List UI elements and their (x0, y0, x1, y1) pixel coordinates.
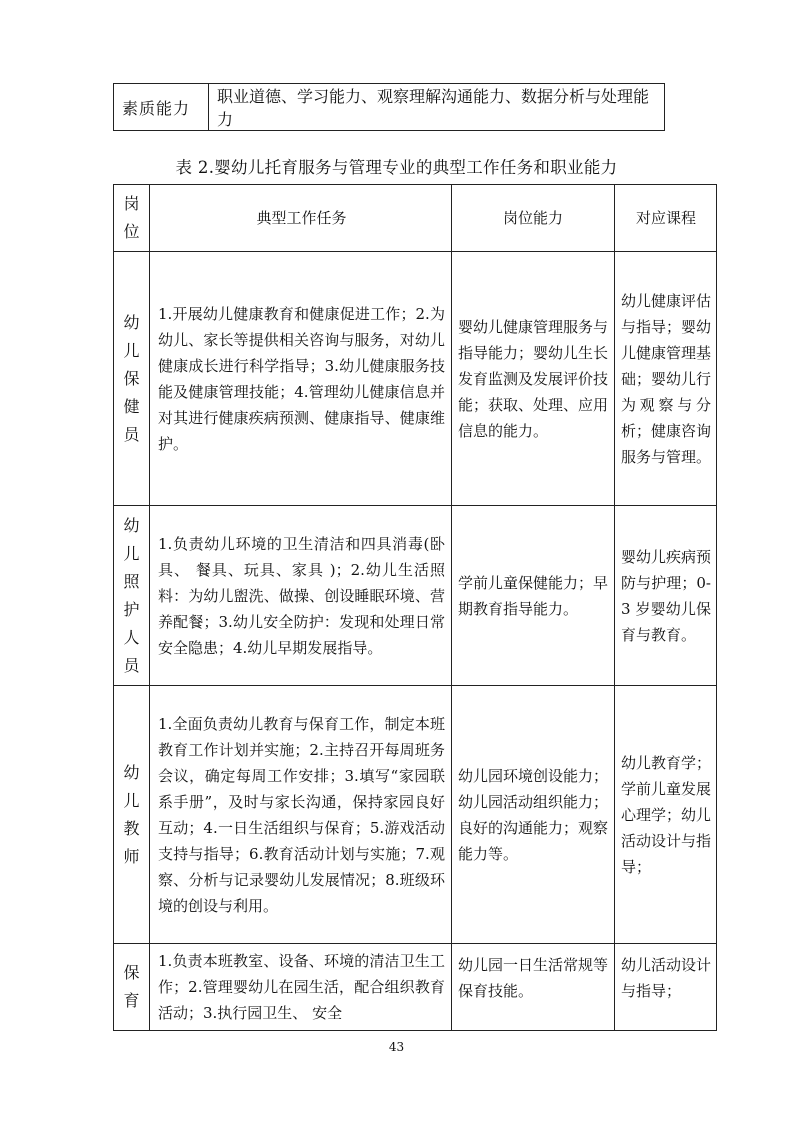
table-row (114, 252, 717, 506)
page-number: 43 (388, 1040, 405, 1054)
post-cell: 幼 儿 保 健 员 (114, 252, 150, 506)
course-cell: 幼儿教育学；学前儿童发展心理学；幼儿活动设计与指导； (615, 686, 717, 944)
qualities-label: 素质能力 (114, 84, 209, 131)
ability-cell: 幼儿园一日生活常规等保育技能。 (452, 944, 615, 1031)
table-header-row (114, 185, 717, 252)
header-post: 岗 位 (114, 185, 150, 252)
task-cell: 1.负责幼儿环境的卫生清洁和四具消毒(卧具、 餐具、玩具、家具 )；2.幼儿生活照料：为幼儿盥洗、做操、创设睡眠环境、营养配餐；3.幼儿安全防护：发现和处理日常安全隐患；4.幼儿早期发展指导。 (150, 506, 452, 686)
table-row (114, 686, 717, 944)
ability-cell: 婴幼儿健康管理服务与指导能力；婴幼儿生长发育监测及发展评价技能；获取、处理、应用信息的能力。 (452, 252, 615, 506)
table-row (114, 506, 717, 686)
task-cell: 1.负责本班教室、设备、环境的清洁卫生工作；2.管理婴幼儿在园生活，配合组织教育活动；3.执行园卫生、 安全 (150, 944, 452, 1031)
header-ability: 岗位能力 (452, 185, 615, 252)
task-cell: 1.开展幼儿健康教育和健康促进工作；2.为幼儿、家长等提供相关咨询与服务，对幼儿健康成长进行科学指导；3.幼儿健康服务技能及健康管理技能；4.管理幼儿健康信息并对其进行健康疾病预测、健康指导、健康维护。 (150, 252, 452, 506)
course-cell: 幼儿活动设计与指导； (615, 944, 717, 1031)
course-cell: 婴幼儿疾病预防与护理；0-3 岁婴幼儿保育与教育。 (615, 506, 717, 686)
job-tasks-table (113, 184, 717, 1031)
post-cell: 保 育 (114, 944, 150, 1031)
table-row (114, 944, 717, 1031)
ability-cell: 幼儿园环境创设能力；幼儿园活动组织能力；良好的沟通能力；观察能力等。 (452, 686, 615, 944)
table-caption: 表 2.婴幼儿托育服务与管理专业的典型工作任务和职业能力 (175, 158, 618, 177)
ability-cell: 学前儿童保健能力；早期教育指导能力。 (452, 506, 615, 686)
qualities-table (113, 83, 665, 131)
table-row (114, 84, 665, 131)
header-course: 对应课程 (615, 185, 717, 252)
post-cell: 幼 儿 照 护 人 员 (114, 506, 150, 686)
header-task: 典型工作任务 (150, 185, 452, 252)
course-cell: 幼儿健康评估与指导；婴幼儿健康管理基础；婴幼儿行为观察与分析；健康咨询服务与管理。 (615, 252, 717, 506)
post-cell: 幼 儿 教 师 (114, 686, 150, 944)
task-cell: 1.全面负责幼儿教育与保育工作，制定本班教育工作计划并实施；2.主持召开每周班务会议，确定每周工作安排；3.填写“家园联系手册”，及时与家长沟通，保持家园良好互动；4.一日生活组织与保育；5.游戏活动支持与指导；6.教育活动计划与实施；7.观察、分析与记录婴幼儿发展情况；8.班级环境的创设与利用。 (150, 686, 452, 944)
qualities-value: 职业道德、学习能力、观察理解沟通能力、数据分析与处理能力 (209, 84, 665, 131)
